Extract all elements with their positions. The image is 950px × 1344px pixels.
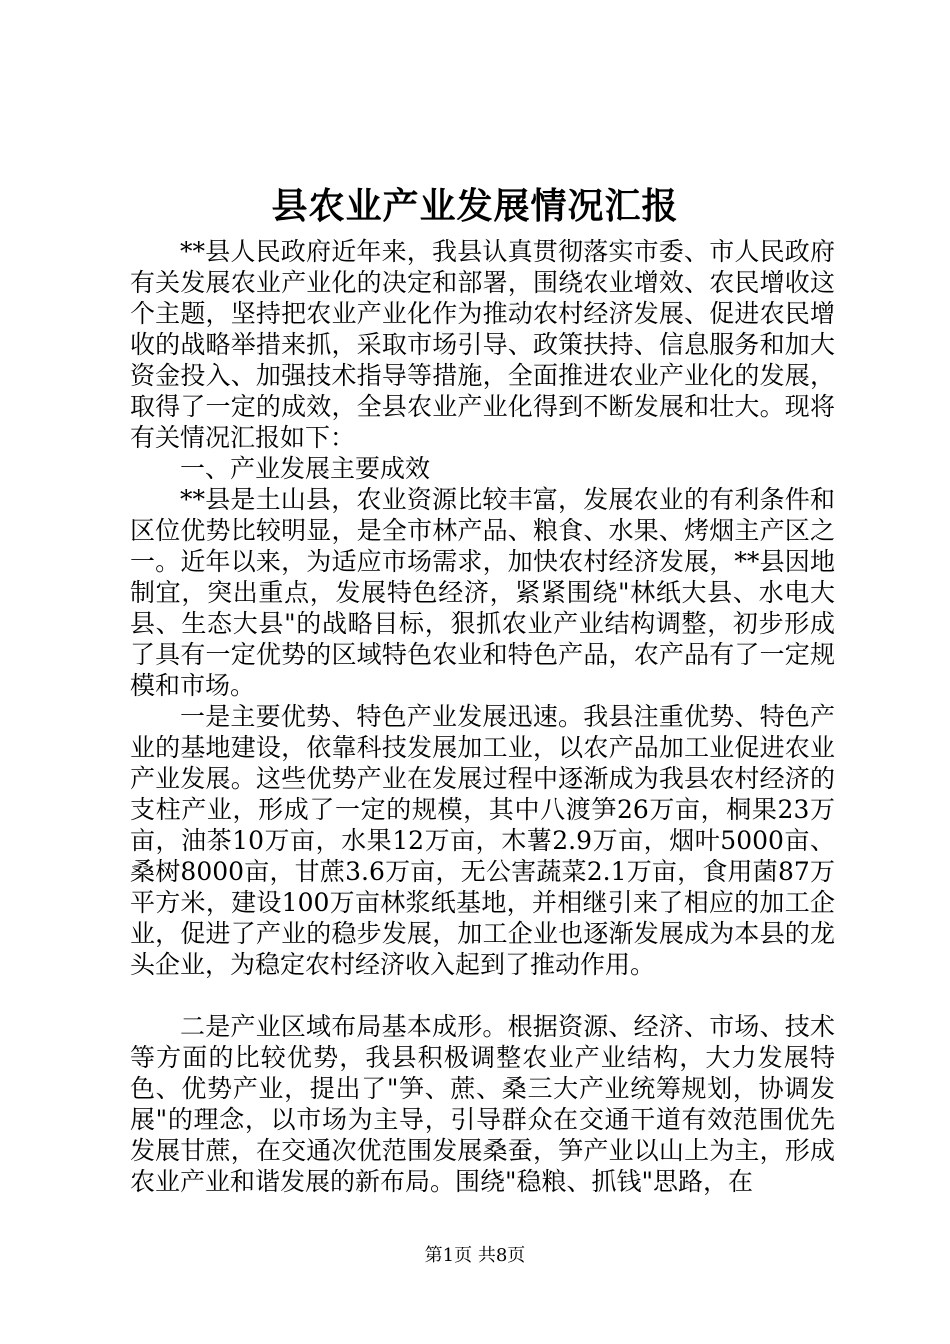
intro-paragraph: **县人民政府近年来，我县认真贯彻落实市委、市人民政府有关发展农业产业化的决定和部署，围绕农业增效、农民增收这个主题，坚持把农业产业化作为推动农村经济发展、促进农民增收的战略举措来抓，采取市场引导、政策扶持、信息服务和加大资金投入、加强技术指导等措施，全面推进农业产业化的发展，取得了一定的成效，全县农业产业化得到不断发展和壮大。现将有关情况汇报如下： xyxy=(130,237,835,452)
overview-paragraph: **县是土山县，农业资源比较丰富，发展农业的有利条件和区位优势比较明显，是全市林产品、粮食、水果、烤烟主产区之一。近年以来，为适应市场需求，加快农村经济发展，**县因地制宜，突出重点，发展特色经济，紧紧围绕"林纸大县、水电大县、生态大县"的战略目标，狠抓农业产业结构调整，初步形成了具有一定优势的区域特色农业和特色产品，农产品有了一定规模和市场。 xyxy=(130,485,835,700)
section-heading: 一、产业发展主要成效 xyxy=(180,454,431,483)
point-two-paragraph: 二是产业区域布局基本成形。根据资源、经济、市场、技术等方面的比较优势，我县积极调整农业产业结构，大力发展特色、优势产业，提出了"笋、蔗、桑三大产业统筹规划，协调发展"的理念，以市场为主导，引导群众在交通干道有效范围优先发展甘蔗，在交通次优范围发展桑蚕，笋产业以山上为主，形成农业产业和谐发展的新布局。围绕"稳粮、抓钱"思路，在 xyxy=(130,1012,835,1196)
document-title: 县农业产业发展情况汇报 xyxy=(271,185,679,227)
document-body xyxy=(130,236,835,1197)
point-one-paragraph: 一是主要优势、特色产业发展迅速。我县注重优势、特色产业的基地建设，依靠科技发展加工业，以农产品加工业促进农业产业发展。这些优势产业在发展过程中逐渐成为我县农村经济的支柱产业，形成了一定的规模，其中八渡笋26万亩，桐果23万亩，油茶10万亩，水果12万亩，木薯2.9万亩，烟叶5000亩、桑树8000亩，甘蔗3.6万亩，无公害蔬菜2.1万亩，食用菌87万平方米，建设100万亩林浆纸基地，并相继引来了相应的加工企业，促进了产业的稳步发展，加工企业也逐渐发展成为本县的龙头企业，为稳定农村经济收入起到了推动作用。 xyxy=(130,702,835,979)
page-footer: 第1页 共8页 xyxy=(424,1245,526,1266)
